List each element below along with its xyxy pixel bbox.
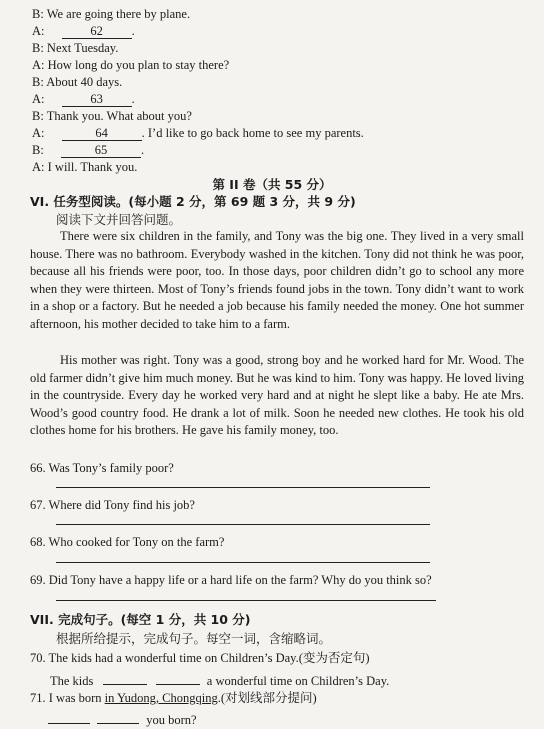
section-7-instruction: 根据所给提示，完成句子。每空一词，含缩略词。 (56, 631, 332, 646)
dialogue-line-63: A: 63 . (32, 92, 135, 106)
answer-line-66[interactable] (56, 487, 430, 488)
speaker-label: A: (32, 126, 45, 140)
section-6-instruction: 阅读下文并回答问题。 (56, 212, 182, 227)
question-71-answer: you born? (48, 709, 197, 728)
question-69: 69. Did Tony have a happy life or a hard life on the farm? Why do you think so? (30, 573, 432, 587)
reading-paragraph-2: His mother was right. Tony was a good, strong boy and he worked hard for Mr. Wood. The old farmer didn’t give him much money. But he was kind to him. Tony was happy. He loved living in the countryside. Every day he worked very hard and at night he slept like a baby. He ate Mrs. Wood’s good country food. He drank a lot of milk. Soon he needed new clothes. He took his old clothes home for his brothers. He gave his family money, too. (30, 353, 524, 438)
question-67: 67. Where did Tony find his job? (30, 498, 195, 512)
dialogue-line-1: B: We are going there by plane. (32, 7, 191, 21)
dialogue-line-3: B: Next Tuesday. (32, 41, 119, 55)
question-71: 71. I was born in Yudong, Chongqing.(对划线部分提问) (30, 691, 317, 705)
question-70-answer: The kids a wonderful time on Children’s Day. (50, 670, 389, 689)
dialogue-line-4: A: How long do you plan to stay there? (32, 58, 230, 72)
dialogue-line-5: B: About 40 days. (32, 75, 123, 89)
blank-65[interactable]: 65 (61, 143, 141, 158)
blank-70-1[interactable] (103, 670, 147, 685)
dialogue-line-64: A: 64 . I’d like to go back home to see my parents. (32, 126, 364, 140)
speaker-label: B: (32, 143, 44, 157)
dialogue-line-10: A: I will. Thank you. (32, 160, 138, 174)
question-68: 68. Who cooked for Tony on the farm? (30, 535, 225, 549)
speaker-label: A: (32, 24, 45, 38)
blank-63[interactable]: 63 (62, 92, 132, 107)
dialogue-line-65: B: 65 . (32, 143, 145, 157)
question-66: 66. Was Tony’s family poor? (30, 461, 174, 475)
answer-line-67[interactable] (56, 524, 430, 525)
section-6-heading: VI. 任务型阅读。(每小题 2 分，第 69 题 3 分，共 9 分) (30, 194, 356, 209)
answer-line-68[interactable] (56, 562, 430, 563)
question-70: 70. The kids had a wonderful time on Children’s Day.(变为否定句) (30, 651, 370, 665)
reading-paragraph-1: There were six children in the family, and Tony was the big one. They lived in a very small house. There was no bathroom. Everybody washed in the kitchen. Tony did not think he was poor, because all his friends were poor, too. In those days, poor children didn’t go to school any more when they were thirteen. Most of Tony’s friends found jobs in the town. Tony didn’t want to work in a shop or a factory. But he needed a job because his family needed the money. One hot summer afternoon, his mother decided to take him to a farm. (30, 229, 524, 331)
speaker-label: A: (32, 92, 45, 106)
dialogue-line-62: A: 62 . (32, 24, 135, 38)
dialogue-line-7: B: Thank you. What about you? (32, 109, 192, 123)
blank-71-1[interactable] (48, 709, 90, 724)
underlined-phrase: in Yudong, Chongqing (104, 691, 218, 705)
part-title: 第 II 卷（共 55 分） (212, 177, 332, 192)
blank-70-2[interactable] (156, 670, 200, 685)
section-7-heading: VII. 完成句子。(每空 1 分，共 10 分) (30, 612, 251, 627)
blank-64[interactable]: 64 (62, 126, 142, 141)
blank-62[interactable]: 62 (62, 24, 132, 39)
answer-line-69[interactable] (56, 600, 436, 601)
blank-71-2[interactable] (97, 709, 139, 724)
